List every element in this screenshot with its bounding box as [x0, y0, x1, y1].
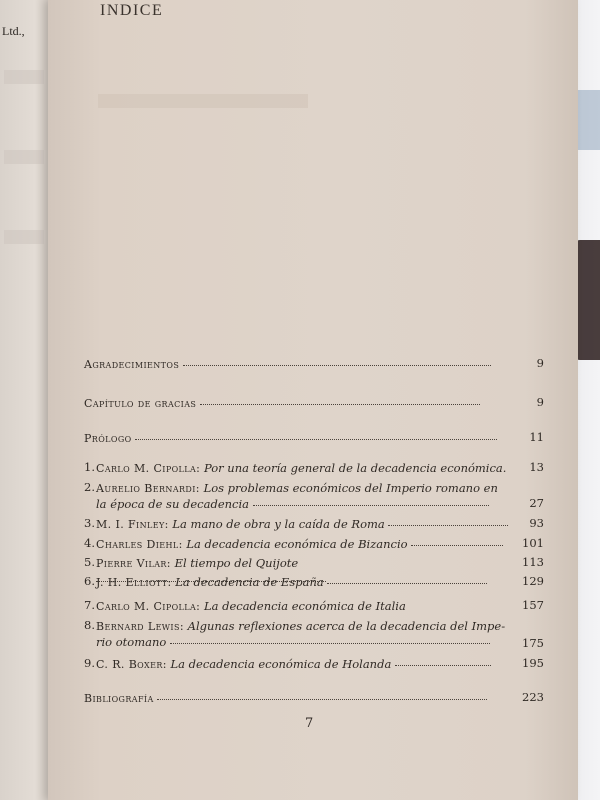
- toc-number: 2.: [84, 480, 95, 494]
- toc-section-label: Bibliografía: [84, 692, 154, 705]
- leader-dots: [411, 544, 503, 546]
- bleed-through: [4, 70, 44, 84]
- toc-page: 223: [522, 690, 544, 704]
- toc-number: 8.: [84, 618, 95, 632]
- leader-dots: [327, 582, 487, 584]
- leader-dots: [395, 664, 491, 666]
- leader-dots: [388, 524, 508, 526]
- toc-section-label: Prólogo: [84, 432, 132, 445]
- toc-title-continued: la época de su decadencia: [96, 497, 250, 511]
- toc-section-label: Capítulo de gracias: [84, 397, 197, 410]
- toc-author: Bernard Lewis:: [96, 620, 184, 633]
- toc-number: 6.: [84, 574, 95, 588]
- bleed-through: [4, 150, 44, 164]
- toc-page: 93: [529, 516, 544, 530]
- toc-page: 113: [522, 555, 544, 569]
- toc-author: Pierre Vilar:: [96, 557, 171, 570]
- toc-page: 27: [529, 496, 544, 510]
- toc-title: La decadencia económica de Bizancio: [186, 537, 408, 551]
- toc-number: 4.: [84, 536, 95, 550]
- leader-dots: [183, 364, 491, 366]
- toc-author: C. R. Boxer:: [96, 658, 167, 671]
- toc-title: Los problemas económicos del Imperio romano en: [203, 481, 498, 495]
- toc-page: 101: [522, 536, 544, 550]
- toc-author: Carlo M. Cipolla:: [96, 600, 201, 613]
- toc-author: Charles Diehl:: [96, 538, 183, 551]
- leader-dots: [200, 403, 480, 405]
- bleed-through: [98, 94, 308, 108]
- page-heading: INDICE: [100, 2, 164, 19]
- toc-author: Aurelio Bernardi:: [96, 482, 200, 495]
- left-page-fragment: Ltd.,: [2, 24, 25, 38]
- toc-author: M. I. Finley:: [96, 518, 169, 531]
- toc-number: 1.: [84, 460, 95, 474]
- toc-author: J. H. Elliott:: [96, 576, 172, 589]
- toc-title: Algunas reflexiones acerca de la decadencia del Impe-: [187, 619, 506, 633]
- bleed-through: [4, 230, 44, 244]
- toc-page: 13: [529, 460, 544, 474]
- toc-title: La decadencia de España: [175, 575, 324, 589]
- toc-title-continued: rio otomano: [96, 635, 167, 649]
- toc-page: 157: [522, 598, 544, 612]
- toc-number: 5.: [84, 555, 95, 569]
- toc-title: La decadencia económica de Italia: [203, 599, 406, 613]
- toc-page: 9: [536, 395, 544, 409]
- toc-section-label: Agradecimientos: [84, 358, 180, 371]
- toc-title: Por una teoría general de la decadencia económica.: [203, 461, 507, 475]
- page-number: 7: [305, 716, 314, 731]
- leader-dots: [253, 504, 489, 506]
- toc-title: La decadencia económica de Holanda: [170, 657, 392, 671]
- leader-dots: [170, 642, 490, 644]
- toc-page: 195: [522, 656, 544, 670]
- toc-number: 7.: [84, 598, 95, 612]
- toc-page: 9: [536, 356, 544, 370]
- toc-number: 9.: [84, 656, 95, 670]
- toc-page: 11: [529, 430, 544, 444]
- leader-dots: [157, 698, 487, 700]
- toc-title: La mano de obra y la caída de Roma: [172, 517, 385, 531]
- book-page: [48, 0, 578, 800]
- toc-title: El tiempo del Quijote: [174, 556, 299, 570]
- leader-dots: [135, 438, 497, 440]
- toc-author: Carlo M. Cipolla:: [96, 462, 201, 475]
- toc-number: 3.: [84, 516, 95, 530]
- toc-page: 175: [522, 636, 544, 650]
- toc-page: 129: [522, 574, 544, 588]
